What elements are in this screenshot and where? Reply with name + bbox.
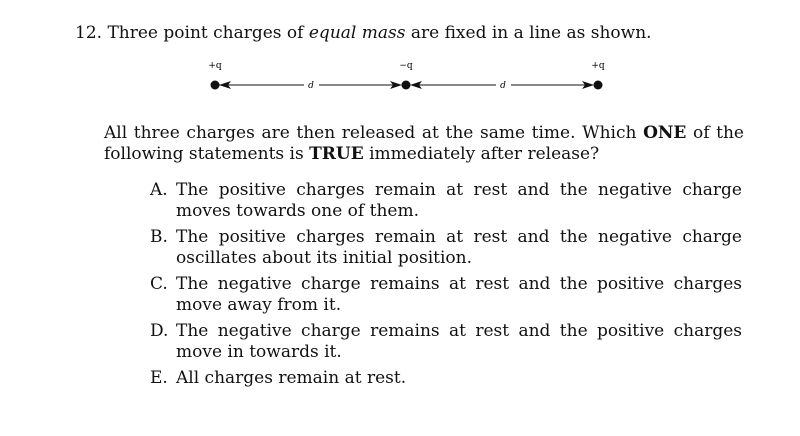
option-text: All charges remain at rest. — [176, 368, 407, 388]
question-text-after: are fixed in a line as shown. — [410, 23, 652, 43]
option-letter: B. — [150, 227, 168, 247]
option-b[interactable] — [150, 227, 742, 269]
option-c[interactable] — [150, 274, 742, 316]
question-number: 12. — [75, 23, 103, 43]
option-letter: A. — [150, 180, 168, 200]
prompt-part-2: of the following statements is — [104, 123, 744, 164]
option-e[interactable] — [150, 368, 742, 389]
option-text: The negative charge remains at rest and the positive charges move in towards it. — [176, 321, 742, 362]
option-d[interactable] — [150, 321, 742, 363]
charge-diagram — [0, 56, 800, 102]
option-a[interactable] — [150, 180, 742, 222]
option-text: The negative charge remains at rest and the positive charges move away from it. — [176, 274, 742, 315]
distance-label-2: d — [500, 81, 506, 91]
question-text-before: Three point charges of — [107, 23, 304, 43]
middle-charge-dot — [402, 81, 411, 90]
middle-charge-label: −q — [399, 61, 413, 71]
right-charge-label: +q — [591, 61, 605, 71]
prompt-part-1: All three charges are then released at the same time. Which — [104, 123, 637, 143]
option-text: The positive charges remain at rest and the negative charge moves towards one of them. — [176, 180, 742, 221]
prompt-bold-one: ONE — [643, 123, 687, 143]
option-letter: D. — [150, 321, 169, 341]
distance-label-1: d — [308, 81, 314, 91]
right-charge-dot — [594, 81, 603, 90]
answer-options — [150, 180, 742, 394]
left-charge-label: +q — [208, 61, 222, 71]
prompt-bold-true: TRUE — [309, 144, 364, 164]
question-stem — [75, 22, 652, 44]
question-text-emphasis: equal mass — [308, 23, 406, 43]
option-letter: C. — [150, 274, 168, 294]
left-charge-dot — [211, 81, 220, 90]
option-letter: E. — [150, 368, 168, 388]
option-text: The positive charges remain at rest and the negative charge oscillates about its initial position. — [176, 227, 742, 268]
prompt-part-3: immediately after release? — [369, 144, 600, 164]
question-prompt — [104, 123, 744, 165]
